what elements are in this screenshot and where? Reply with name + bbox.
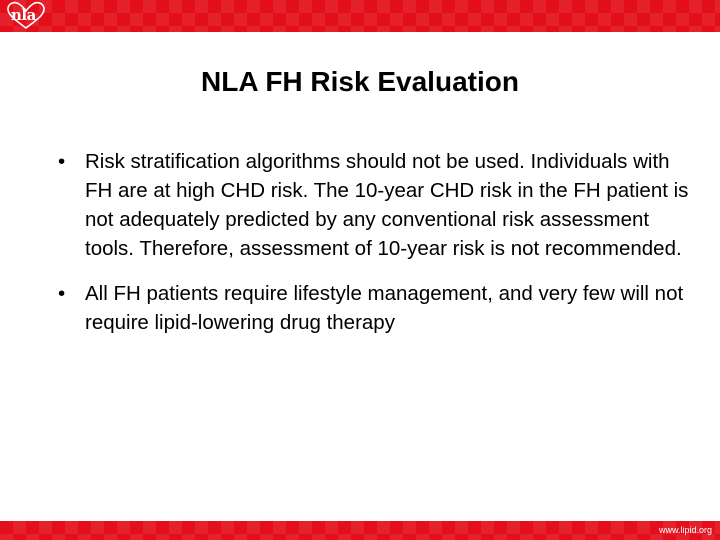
header-band [0,0,720,32]
bullet-text: All FH patients require lifestyle management, and very few will not require lipid-lowering drug therapy [85,282,684,334]
bullet-point-icon: • [58,150,66,173]
footer-band [0,521,720,540]
bullet-point-icon: • [58,282,66,305]
footer-url: www.lipid.org [658,525,712,535]
bullet-list [56,147,696,337]
bullet-text: Risk stratification algorithms should not be used. Individuals with FH are at high CHD risk. The 10-year CHD risk in the FH patient is not adequately predicted by any conventional risk assessment tools. Therefore, assessment of 10-year risk is not recommended. [85,150,689,260]
slide-title: NLA FH Risk Evaluation [201,66,519,97]
nla-logo [3,1,49,31]
bullet-item [56,147,696,263]
logo-text: nla [11,6,36,24]
bullet-item [56,279,696,337]
